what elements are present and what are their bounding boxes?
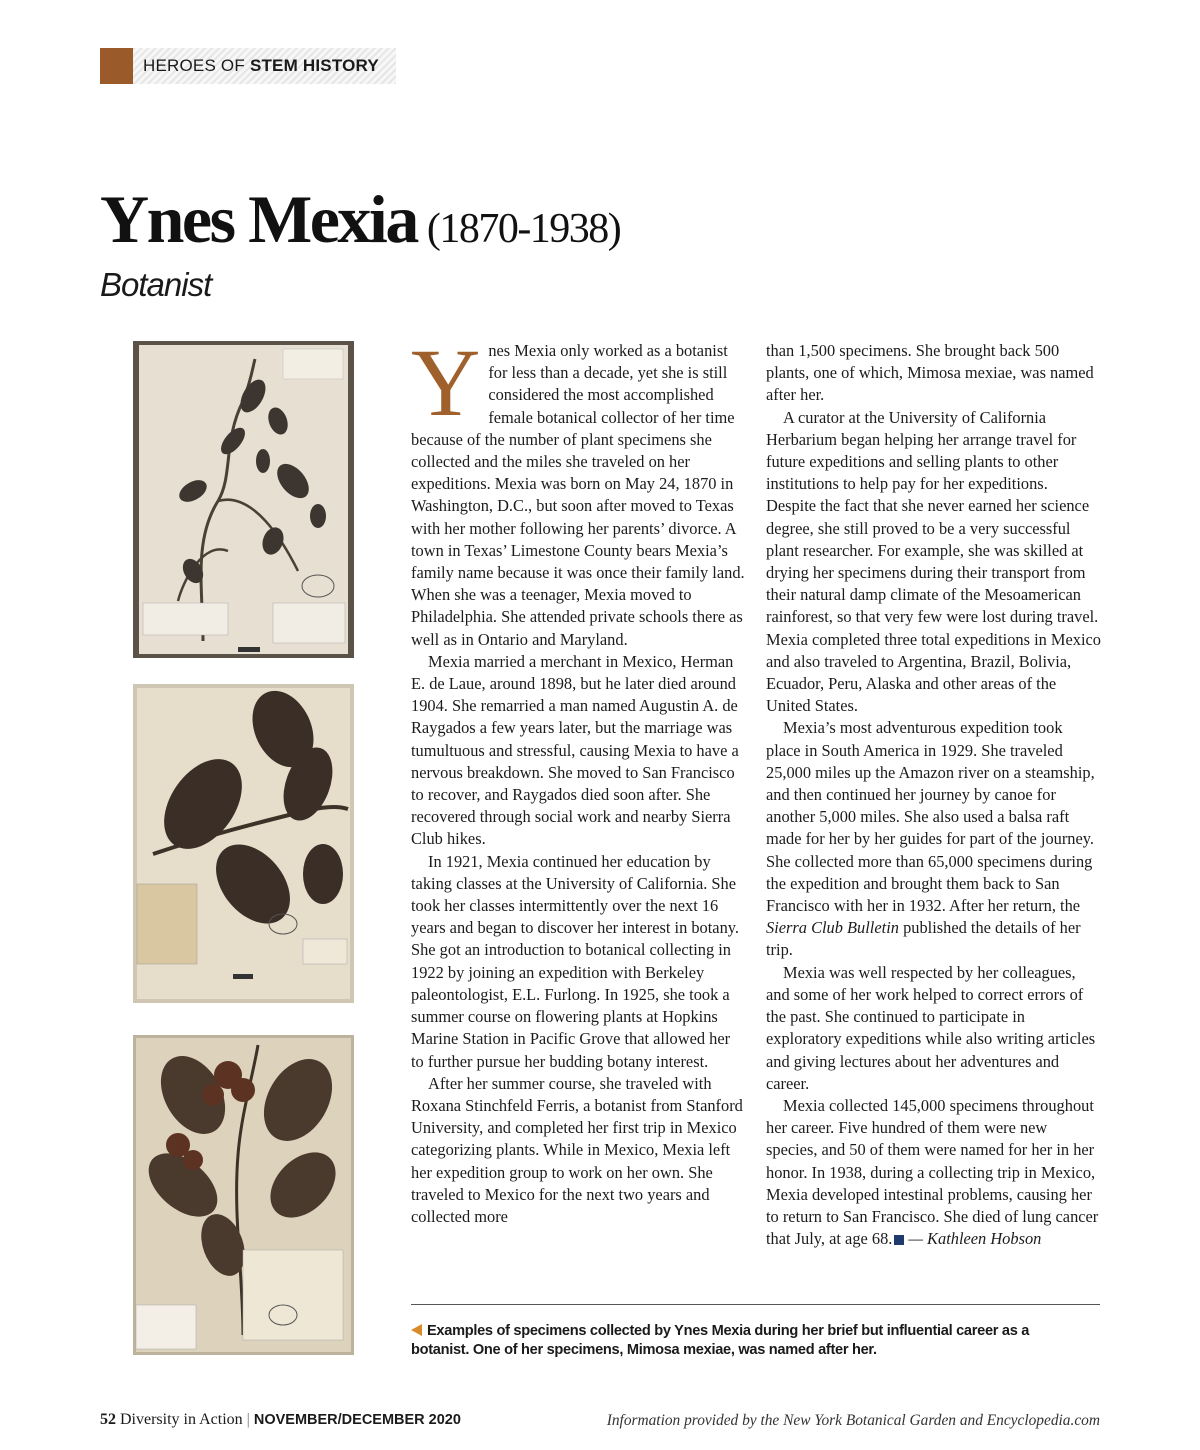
- specimen-image-1: [133, 341, 354, 658]
- paragraph-5: A curator at the University of California Herbarium began helping her arrange travel for future expeditions and selling plants to other institutions to help pay for her expeditions. Despite the fact that she never earned her science degree, she still proved to be a very successful plant researcher. For example, she was skilled at drying her specimens during their transport from their natural damp climate of the Mesoamerican rainforest, so that very few were lost during travel. Mexia completed three total expeditions in Mexico and also traveled to Argentina, Brazil, Bolivia, Ecuador, Peru, Alaska and other areas of the United States.: [766, 407, 1101, 716]
- paragraph-4: After her summer course, she traveled with Roxana Stinchfeld Ferris, a botanist from Stanford University, and completed her first trip in Mexico categorizing plants. While in Mexico, Mexia left her expedition group to work on her own. She traveled to Mexico for the next two years and collected more: [411, 1073, 743, 1226]
- paragraph-6-text-b: published the details of her trip.: [766, 918, 1081, 960]
- paragraph-1: [411, 329, 746, 651]
- paragraph-3: In 1921, Mexia continued her education by taking classes at the University of California. She took her classes intermittently over the next 16 years and began to discover her interest in botany. She got an introduction to botanical collecting in 1922 by joining an expedition with Berkeley paleontologist, E.L. Furlong. In 1925, she took a summer course on flowering plants at Hopkins Marine Station in Pacific Grove that allowed her to further pursue her budding botany interest.: [411, 851, 740, 1071]
- paragraph-8-text: Mexia collected 145,000 specimens throughout her career. Five hundred of them were new species, and 50 of them were named for her in her honor. In 1938, during a collecting trip in Mexico, Mexia developed intestinal problems, causing her to return to San Francisco. She died of lung cancer that July, at age 68.: [766, 1095, 1099, 1249]
- paragraph-6-text-a: Mexia’s most adventurous expedition took place in South America in 1929. She traveled 25,000 miles up the Amazon river on a steamship, and then continued her journey by canoe for another 5,000 miles. She also used a balsa raft made for her by her guides for part of the journey. She collected more than 65,000 specimens during the expedition and brought them back to San Francisco with her in 1932. After her return, the: [766, 718, 1095, 916]
- specimen-image-3: [133, 1035, 354, 1355]
- publication-name: Sierra Club Bulletin: [766, 918, 899, 938]
- specimen-image-2: [133, 684, 354, 1003]
- caption-text: Examples of specimens collected by Ynes Mexia during her brief but influential career as a botanist. One of her specimens, Mimosa mexiae, was named after her.: [411, 1323, 1030, 1358]
- article-subtitle: Botanist: [100, 266, 212, 303]
- section-banner: [100, 48, 396, 84]
- page-number: 52: [100, 1411, 116, 1428]
- paragraph-7: Mexia was well respected by her colleagues, and some of her work helped to correct errors of the past. She continued to participate in exploratory expeditions while also writing articles and giving lectures about her adventures and career.: [766, 962, 1096, 1093]
- footer-credit: Information provided by the New York Botanical Garden and Encyclopedia.com: [606, 1412, 1100, 1429]
- footer-separator: |: [246, 1411, 250, 1428]
- banner-label-regular: HEROES OF: [143, 56, 245, 75]
- paragraph-2: Mexia married a merchant in Mexico, Herman E. de Laue, around 1898, but he later died around 1904. She remarried a man named Augustin A. de Raygados a few years later, but the marriage was tumultuous and stressful, causing Mexia to have a nervous breakdown. She moved to San Francisco to recover, and Raygados died soon after. She recovered through social work and nearby Sierra Club hikes.: [411, 651, 739, 849]
- banner-label: [133, 48, 396, 84]
- article-column-2: [766, 340, 1101, 1250]
- paragraph-4-continued: than 1,500 specimens. She brought back 500 plants, one of which, Mimosa mexiae, was named after her.: [766, 341, 1094, 405]
- caption-divider: [411, 1304, 1100, 1305]
- paragraph-6: [766, 717, 1101, 961]
- paragraph-1-text: nes Mexia only worked as a botanist for less than a decade, yet she is still considered the most accomplished female botanical collector of her time because of the number of plant specimens she collected and the miles she traveled on her expeditions. Mexia was born on May 24, 1870 in Washington, D.C., but soon after moved to Texas with her mother following her parents’ divorce. A town in Texas’ Limestone County bears Mexia’s family name because it was once their family land. When she was a teenager, Mexia moved to Philadelphia. She attended private schools there as well as in Ontario and Maryland.: [411, 341, 745, 649]
- banner-label-bold: STEM HISTORY: [249, 56, 379, 75]
- footer-folio: [100, 1411, 461, 1429]
- issue-date: NOVEMBER/DECEMBER 2020: [253, 1412, 461, 1428]
- end-mark-icon: [894, 1235, 904, 1245]
- publication-title: Diversity in Action: [120, 1411, 243, 1428]
- banner-accent-square: [100, 48, 133, 84]
- title-name: Ynes Mexia: [100, 181, 417, 257]
- drop-cap: Y: [411, 329, 481, 436]
- article-column-1: [411, 329, 746, 1228]
- byline: — Kathleen Hobson: [908, 1229, 1042, 1249]
- arrow-left-icon: [411, 1324, 422, 1336]
- image-caption: [411, 1322, 1071, 1360]
- title-years: (1870-1938): [426, 206, 621, 252]
- article-title: [100, 180, 620, 259]
- paragraph-8: [766, 1095, 1101, 1250]
